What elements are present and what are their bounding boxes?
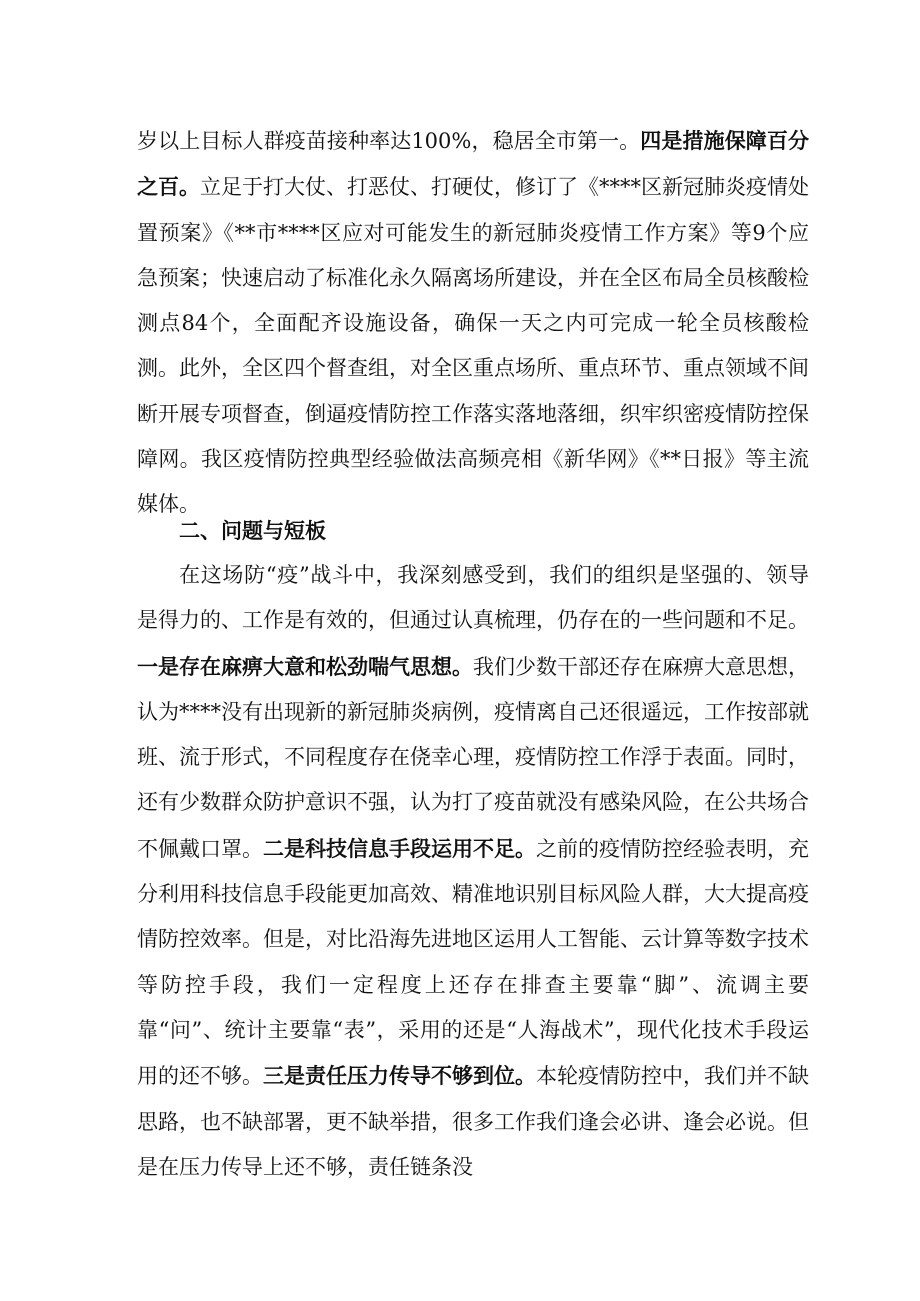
text-run: 之前的疫情防控经验表明，充分利用科技信息手段能更加高效、精准地识别目标风险人群，大大提高疫情防控效率。但是，对比沿海先进地区运用人工智能、云计算等数字技术等防控手段，我们一定程度上还存在排查主要靠“脚”、流调主要靠“问”、统计主要靠“表”，采用的还是“人海战术”，现代化技术手段运用的还不够。 [137,836,809,1089]
paragraph-measures [137,118,809,528]
bold-run: 一是存在麻痹大意和松劲喘气思想。 [137,653,473,679]
text-run: 本轮疫情防控中，我们并不缺思路，也不缺部署，更不缺举措，很多工作我们逢会必讲、逢会必说。但是在压力传导上还不够，责任链条没 [137,1064,809,1179]
paragraph-problems [137,553,809,1190]
bold-run: 二是科技信息手段运用不足。 [263,835,536,861]
text-run: 我们少数干部还存在麻痹大意思想，认为****没有出现新的新冠肺炎病例，疫情离自己还很遥远，工作按部就班、流于形式，不同程度存在侥幸心理，疫情防控工作浮于表面。同时，还有少数群众防护意识不强，认为打了疫苗就没有感染风险，在公共场合不佩戴口罩。 [137,654,809,861]
text-run: 立足于打大仗、打恶仗、打硬仗，修订了《****区新冠肺炎疫情处置预案》《**市****区应对可能发生的新冠肺炎疫情工作方案》等9个应急预案；快速启动了标准化永久隔离场所建设，并在全区布局全员核酸检测点84个，全面配齐设施设备，确保一天之内可完成一轮全员核酸检测。此外，全区四个督查组，对全区重点场所、重点环节、重点领域不间断开展专项督查，倒逼疫情防控工作落实落地落细，织牢织密疫情防控保障网。我区疫情防控典型经验做法高频亮相《新华网》《**日报》等主流媒体。 [137,175,809,517]
text-run: 岁以上目标人群疫苗接种率达100%，稳居全市第一。 [137,129,641,153]
section-heading: 二、问题与短板 [179,518,326,543]
bold-run: 三是责任压力传导不够到位。 [263,1063,536,1089]
bold-run: 四是措施保障百分之百。 [137,128,809,200]
text-run: 在这场防“疫”战斗中，我深刻感受到，我们的组织是坚强的、领导是得力的、工作是有效的，但通过认真梳理，仍存在的一些问题和不足。 [137,563,809,633]
